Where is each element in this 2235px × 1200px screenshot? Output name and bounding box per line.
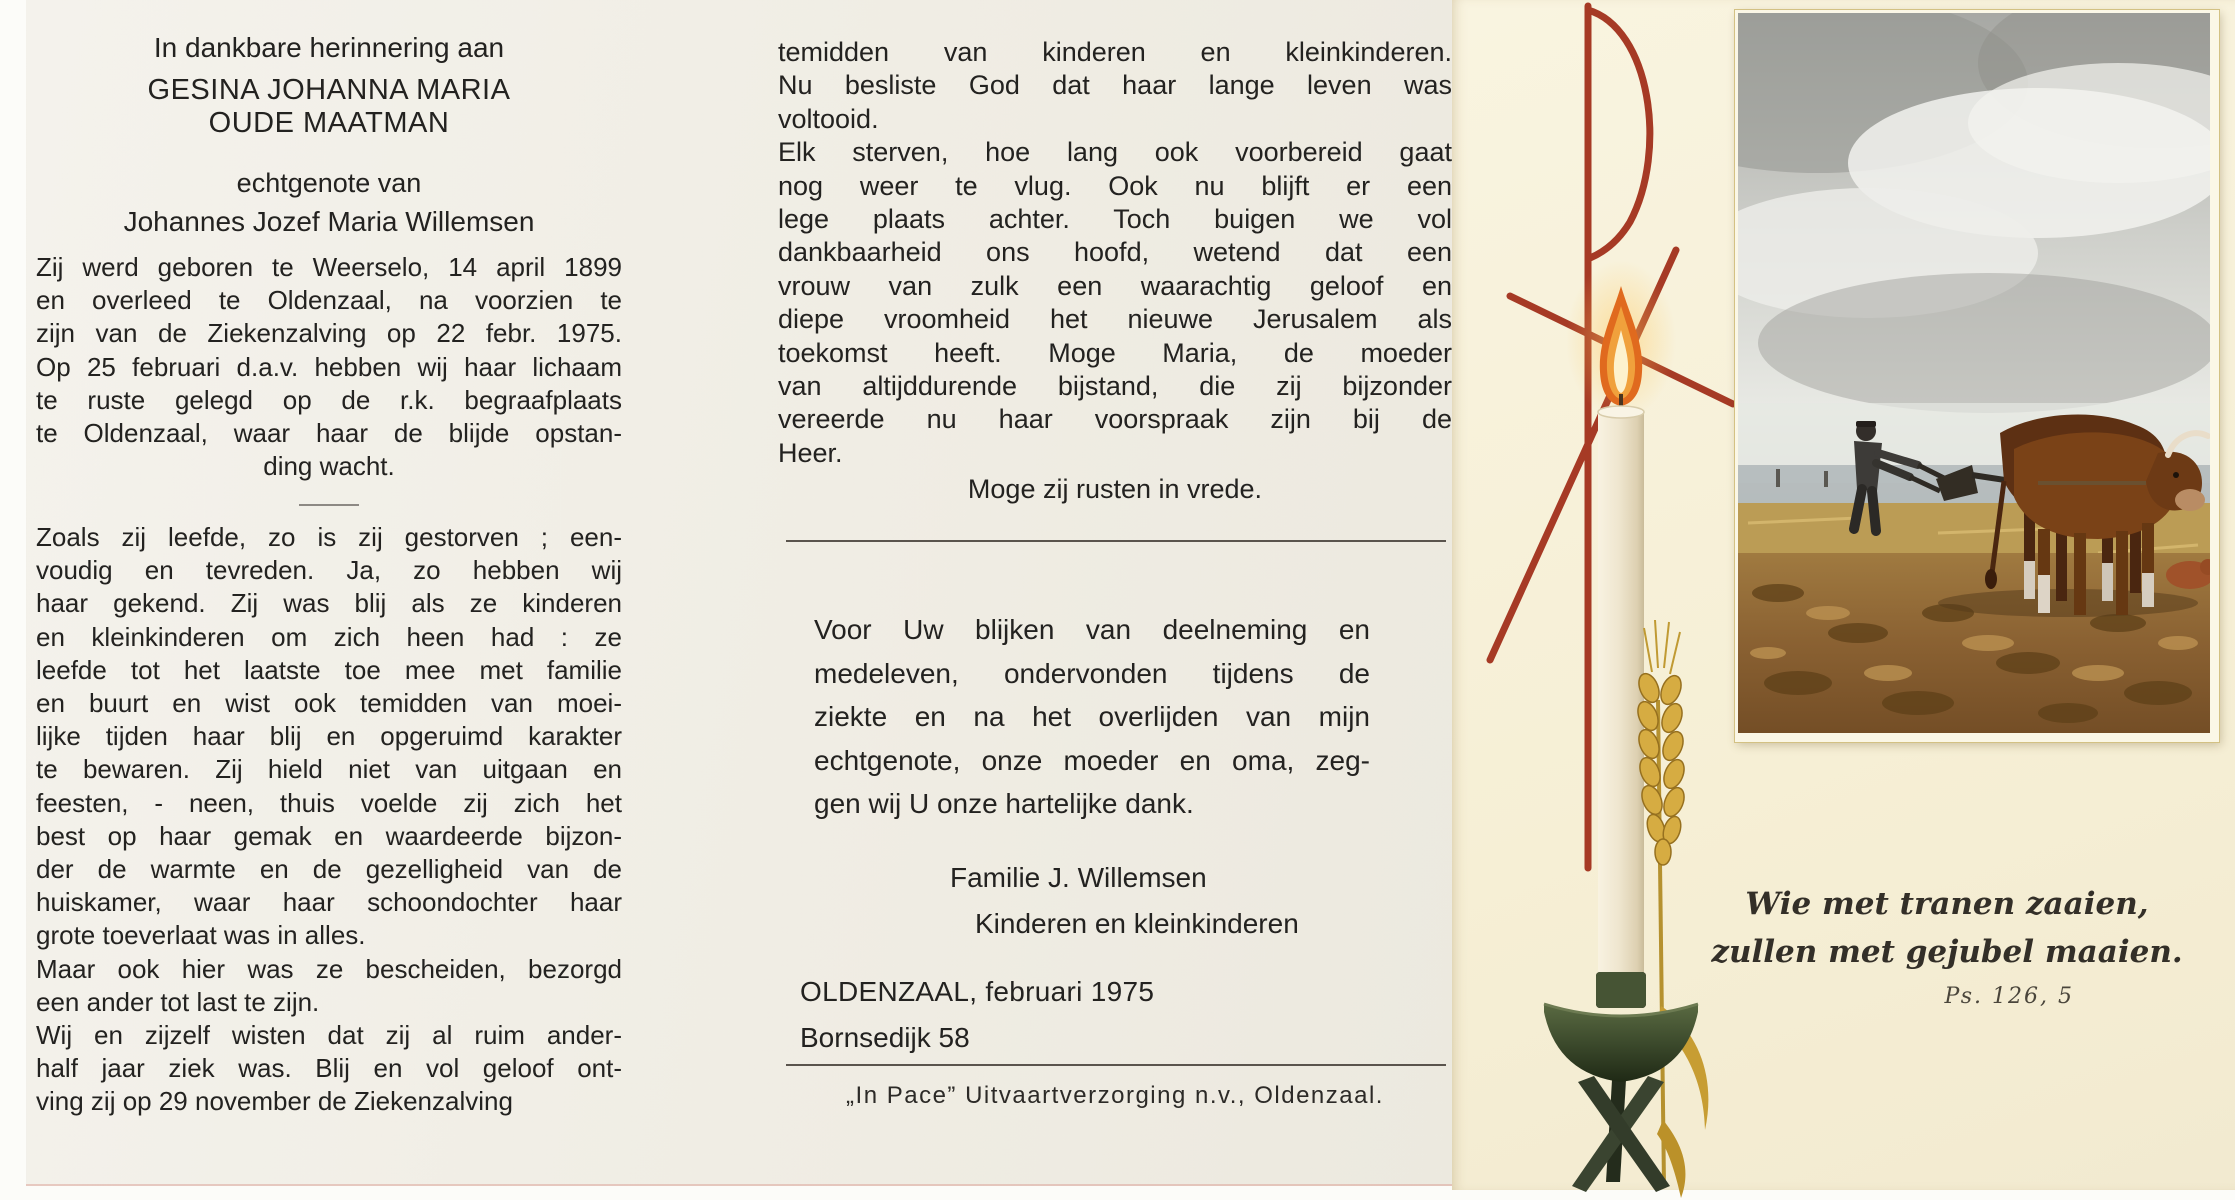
- text-line: toekomst heeft. Moge Maria, de moeder: [778, 337, 1452, 368]
- psalm-quote: [1692, 880, 2202, 1009]
- burning-candle-icon: [1598, 406, 1644, 1000]
- small-divider: [299, 504, 359, 506]
- acknowledgement-paragraph: [814, 608, 1370, 826]
- quote-reference: Ps. 126, 5: [1944, 984, 2074, 1009]
- text-line: Maar ook hier was ze bescheiden, bezorgd: [36, 953, 622, 984]
- intro-line: In dankbare herinnering aan: [153, 32, 505, 63]
- text-line: voltooid.: [778, 103, 879, 134]
- text-line: vrouw van zulk een waarachtig geloof en: [778, 270, 1452, 301]
- deceased-name-line1: GESINA JOHANNA MARIA: [147, 74, 511, 106]
- text-line: Heer.: [778, 437, 843, 468]
- text-line: een ander tot last te zijn.: [36, 986, 320, 1017]
- text-line: en kleinkinderen om zich heen had : ze: [36, 621, 622, 652]
- address-line: Bornsedijk 58: [800, 1022, 970, 1053]
- deceased-name-line2: OUDE MAATMAN: [208, 107, 450, 139]
- text-line: Wij en zijzelf wisten dat zij al ruim ander-: [36, 1020, 622, 1051]
- text-line: Op 25 februari d.a.v. hebben wij haar lichaam: [36, 351, 622, 382]
- text-line: gen wij U onze hartelijke dank.: [814, 788, 1194, 820]
- text-line: lege plaats achter. Toch buigen we vol: [778, 204, 1452, 235]
- text-line: lijke tijden haar blij en opgeruimd karakter: [36, 721, 622, 752]
- text-line: dankbaarheid ons hoofd, wetend dat een: [778, 237, 1452, 268]
- quote-line-2: zullen met gejubel maaien.: [1711, 934, 2183, 970]
- middle-text-column: [778, 0, 1452, 1184]
- spouse-name: Johannes Jozef Maria Willemsen: [123, 206, 535, 237]
- relation-line: echtgenote van: [236, 168, 422, 198]
- text-line: te ruste gelegd op de r.k. begraafplaats: [36, 384, 622, 415]
- text-line: Nu besliste God dat haar lange leven was: [778, 70, 1452, 101]
- text-line: Zoals zij leefde, zo is zij gestorven ; een-: [36, 522, 622, 552]
- text-line: te Oldenzaal, waar haar de blijde opstan-: [36, 418, 622, 449]
- text-line: temidden van kinderen en kleinkinderen.: [778, 37, 1452, 67]
- rest-in-peace-line: Moge zij rusten in vrede.: [967, 474, 1263, 504]
- text-line: te bewaren. Zij hield niet van uitgaan en: [36, 754, 622, 785]
- biography-paragraph: [36, 251, 622, 483]
- children-signature: Kinderen en kleinkinderen: [975, 908, 1299, 939]
- reflection-paragraph: [778, 36, 1452, 470]
- text-line: voudig en tevreden. Ja, zo hebben wij: [36, 555, 622, 586]
- text-line: best op haar gemak en waardeerde bijzon-: [36, 820, 622, 851]
- text-line: half jaar ziek was. Blij en vol geloof ont-: [36, 1053, 622, 1084]
- text-line: medeleven, ondervonden tijdens de: [814, 657, 1370, 689]
- card-front-panel: [1452, 0, 2235, 1190]
- horizontal-divider: [786, 540, 1446, 542]
- text-line: feesten, - neen, thuis voelde zij zich het: [36, 787, 622, 818]
- place-and-date: OLDENZAAL, februari 1975: [800, 976, 1155, 1007]
- text-line: van altijddurende bijstand, die zij bijzonder: [778, 371, 1452, 402]
- text-line: en overleed te Oldenzaal, na voorzien te: [36, 285, 622, 316]
- text-line: vereerde nu haar voorspraak zijn bij de: [778, 404, 1452, 435]
- text-line: nog weer te vlug. Ook nu blijft er een: [778, 170, 1452, 201]
- horizontal-divider: [786, 1064, 1446, 1066]
- undertaker-credit: „In Pace” Uitvaartverzorging n.v., Oldenzaal.: [846, 1082, 1384, 1109]
- text-line: der de warmte en de gezelligheid van de: [36, 854, 622, 885]
- text-line: echtgenote, onze moeder en oma, zeg-: [814, 744, 1370, 776]
- family-signature: Familie J. Willemsen: [950, 862, 1207, 893]
- text-line: Voor Uw blijken van deelneming en: [814, 614, 1370, 645]
- text-line: huiskamer, waar haar schoondochter haar: [36, 887, 622, 918]
- text-line: haar gekend. Zij was blij als ze kinderen: [36, 588, 622, 619]
- text-line: zijn van de Ziekenzalving op 22 febr. 1975.: [36, 318, 622, 349]
- text-line: en buurt en wist ook temidden van moei-: [36, 688, 622, 719]
- text-line: ving zij op 29 november de Ziekenzalving: [36, 1086, 513, 1117]
- text-line: Zij werd geboren te Weerselo, 14 april 1899: [36, 252, 622, 282]
- text-line: grote toeverlaat was in alles.: [36, 920, 366, 951]
- text-line: ding wacht.: [263, 451, 395, 482]
- text-line: diepe vroomheid het nieuwe Jerusalem als: [778, 304, 1452, 335]
- life-description-paragraph: [36, 521, 622, 1119]
- flame-icon: [1566, 260, 1676, 420]
- left-text-column: [36, 0, 622, 1184]
- plowing-photo: [1735, 10, 2219, 742]
- text-line: leefde tot het laatste toe mee met familie: [36, 654, 622, 685]
- card-inner-pages: [26, 0, 1452, 1186]
- text-line: ziekte en na het overlijden van mijn: [814, 701, 1370, 733]
- quote-line-1: Wie met tranen zaaien,: [1745, 886, 2149, 922]
- text-line: Elk sterven, hoe lang ook voorbereid gaat: [778, 137, 1452, 168]
